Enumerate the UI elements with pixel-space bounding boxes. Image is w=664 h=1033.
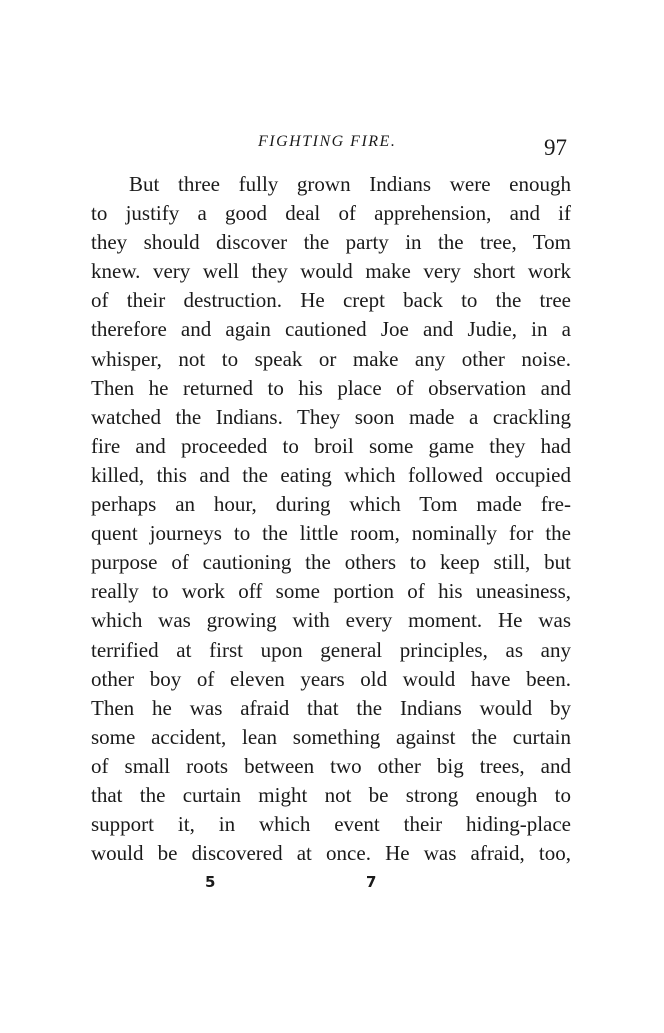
text-line: of small roots between two other big trees, and xyxy=(91,753,571,778)
text-line: support it, in which event their hiding-place xyxy=(91,812,571,837)
text-line: purpose of cautioning the others to keep still, but xyxy=(91,550,571,575)
body-text xyxy=(91,170,571,868)
text-line: which was growing with every moment. He was xyxy=(91,608,571,633)
running-head xyxy=(0,133,664,163)
text-line: some accident, lean something against the curtain xyxy=(91,724,571,749)
text-line: Then he was afraid that the Indians would by xyxy=(91,695,571,720)
signature-mark-left: 5 xyxy=(205,873,216,891)
text-line: perhaps an hour, during which Tom made fre- xyxy=(91,492,571,517)
text-line: that the curtain might not be strong enough to xyxy=(91,782,571,807)
text-line: of their destruction. He crept back to the tree xyxy=(91,288,571,313)
text-line: other boy of eleven years old would have been. xyxy=(91,666,571,691)
page-number: 97 xyxy=(544,135,567,160)
text-line: would be discovered at once. He was afraid, too, xyxy=(91,841,571,866)
text-line: quent journeys to the little room, nominally for the xyxy=(91,521,571,546)
running-title: FIGHTING FIRE. xyxy=(258,133,397,150)
signature-mark-right: 7 xyxy=(366,873,377,891)
text-line: fire and proceeded to broil some game they had xyxy=(91,433,571,458)
text-line: But three fully grown Indians were enough xyxy=(129,172,571,196)
printer-signature-marks xyxy=(0,873,664,897)
text-line: terrified at first upon general principles, as any xyxy=(91,637,571,662)
text-line: watched the Indians. They soon made a crackling xyxy=(91,404,571,429)
text-line: therefore and again cautioned Joe and Judie, in a xyxy=(91,317,571,342)
text-line: really to work off some portion of his uneasiness, xyxy=(91,579,571,604)
text-line: killed, this and the eating which followed occupied xyxy=(91,462,571,487)
text-line: Then he returned to his place of observation and xyxy=(91,375,571,400)
text-line: they should discover the party in the tree, Tom xyxy=(91,230,571,255)
text-line: whisper, not to speak or make any other noise. xyxy=(91,346,571,371)
text-line: knew. very well they would make very short work xyxy=(91,259,571,284)
text-line: to justify a good deal of apprehension, and if xyxy=(91,201,571,226)
